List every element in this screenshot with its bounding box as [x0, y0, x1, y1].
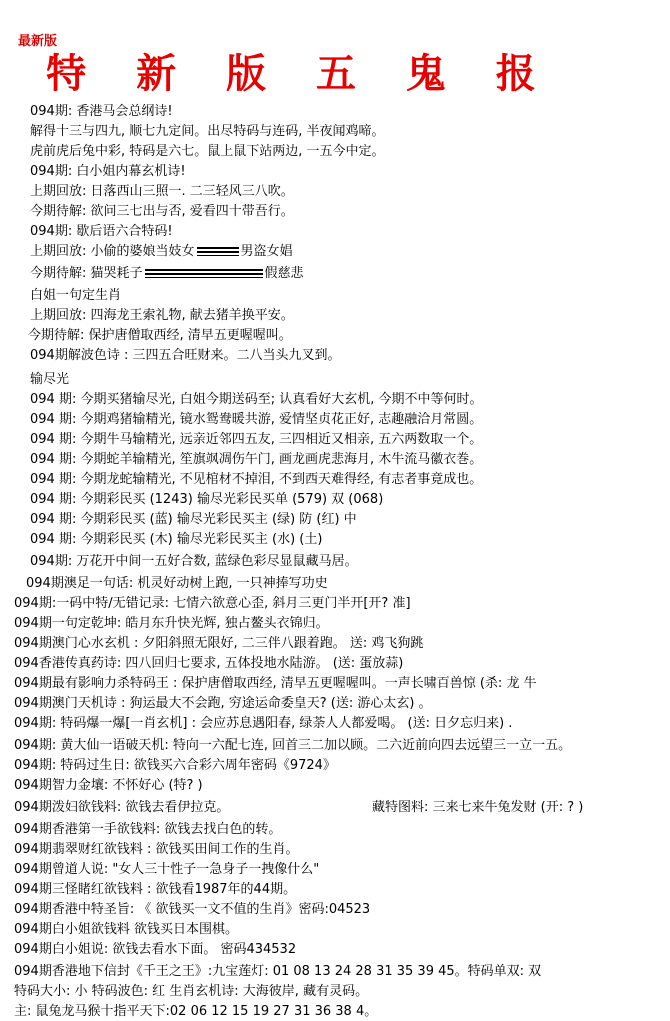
- text-line: 094期翡翠财红欲钱料 : 欲钱买田间工作的生肖。: [14, 842, 299, 857]
- riddle-text: 今期待解: 猫哭耗子: [30, 266, 143, 281]
- text-line: 藏特图料: 三来七来牛兔发财 (开: ? ): [372, 800, 584, 815]
- text-line: 094期香港第一手欲钱料: 欲钱去找白色的转。: [14, 822, 282, 837]
- text-line: 094期智力金壤: 不怀好心 (特? ): [14, 778, 203, 793]
- text-line: 094 期: 今期买猪输尽光, 白姐今期送码至; 认真看好大玄机, 今期不中等何时。: [30, 392, 483, 407]
- riddle-line: [30, 264, 304, 283]
- text-line: 094 期: 今期龙蛇输精光, 不见棺材不掉泪, 不到西天难得经, 有志者事竟成也。: [30, 472, 483, 487]
- text-line: 094期澳门天机诗 : 狗运最大不会跑, 穷途运命委皇天? (送: 游心太玄) 。: [14, 696, 432, 711]
- text-line: 今期待解: 保护唐僧取西经, 清早五更喔喔叫。: [28, 328, 292, 343]
- text-line: 094期香港地下信封《千王之王》:九宝莲灯: 01 08 13 24 28 31 35 39 45。特码单双: 双: [14, 964, 542, 979]
- text-line: 虎前虎后兔中彩, 特码是六七。鼠上鼠下站两边, 一五今中定。: [30, 144, 385, 159]
- text-line: 094期:一码中特/无错记录: 七情六欲意心歪, 斜月三更门半开[开? 准]: [14, 596, 411, 611]
- text-line: 094期: 歇后语六合特码!: [30, 224, 173, 239]
- text-line: 094 期: 今期蛇羊输精光, 笙旗飒凋伤午门, 画龙画虎悲海月, 木牛流马徽衣巻。: [30, 452, 483, 467]
- text-line: 094期泼妇欲钱料: 欲钱去看伊拉克。: [14, 800, 230, 815]
- text-line: 094期: 特码过生日: 欲钱买六合彩六周年密码《9724》: [14, 758, 336, 773]
- text-line: 094期三怪睹红欲钱料 : 欲钱看1987年的44期。: [14, 882, 297, 897]
- riddle-text: 上期回放: 小偷的婆娘当妓女: [30, 244, 195, 259]
- text-line: 094期白小姐说: 欲钱去看水下面。 密码434532: [14, 942, 297, 957]
- text-line: 094期解波色诗 : 三四五合旺财来。二八当头九叉到。: [30, 348, 341, 363]
- text-line: 094期: 特码爆一爆[一肖玄机] : 会应苏息遇阳春, 绿荼人人都爱喝。 (送: 日夕忘归来) .: [14, 716, 513, 731]
- masked-bars: [145, 269, 263, 278]
- text-line: 094期曾道人说: "女人三十性子一急身子一拽像什么": [14, 862, 320, 877]
- text-line: 094期澳足一句话: 机灵好动树上跑, 一只神捧写功史: [26, 576, 328, 591]
- text-line: 094期一句定乾坤: 皓月东升快光辉, 独占鳌头衣锦归。: [14, 616, 329, 631]
- text-line: 094期澳门心水玄机 : 夕阳斜照无限好, 二三伴八跟着跑。 送: 鸡飞狗跳: [14, 636, 424, 651]
- riddle-answer: 男盗女娼: [240, 244, 293, 259]
- text-line: 094期: 白小姐内幕玄机诗!: [30, 164, 186, 179]
- text-line: 今期待解: 欲问三七出与否, 爱看四十带吾行。: [30, 204, 294, 219]
- text-line: 094期白小姐欲钱料 欲钱买日本围棋。: [14, 922, 238, 937]
- page-title: 特 新 版 五 鬼 报: [46, 50, 554, 97]
- text-line: 主: 鼠兔龙马猴十指平天下:02 06 12 15 19 27 31 36 38 4。: [14, 1004, 378, 1019]
- edition-label: 最新版: [18, 34, 58, 49]
- text-line: 094 期: 今期彩民买 (1243) 输尽光彩民买单 (579) 双 (068): [30, 492, 384, 507]
- text-line: 上期回放: 四海龙王索礼物, 献去猪羊换平安。: [30, 308, 294, 323]
- text-line: 094期: 万花开中间一五好合数, 蓝绿色彩尽显鼠藏马居。: [30, 554, 358, 569]
- masked-bars: [197, 247, 239, 256]
- text-line: 特码大小: 小 特码波色: 红 生肖玄机诗: 大海彼岸, 藏有灵码。: [14, 984, 369, 999]
- text-line: 094期: 黄大仙一语破天机: 特向一六配七连, 回首三二加以顾。二六近前向四去远望三一立一五。: [14, 738, 572, 753]
- text-line: 094 期: 今期牛马输精光, 远亲近邻四五友, 三四相近又相亲, 五六两数取一个。: [30, 432, 483, 447]
- text-line: 094期: 香港马会总纲诗!: [30, 104, 173, 119]
- text-line: 解得十三与四九, 顺七九定间。出尽特码与连码, 半夜闻鸡啼。: [30, 124, 385, 139]
- text-line: 094香港传真药诗: 四八回归七要求, 五体投地水陆游。 (送: 蛋放蒜): [14, 656, 404, 671]
- text-line: 094期香港中特圣旨: 《 欲钱买一文不值的生肖》密码:04523: [14, 902, 371, 917]
- riddle-answer: 假慈悲: [264, 266, 304, 281]
- text-line: 上期回放: 日落西山三照一. 二三轻风三八吹。: [30, 184, 294, 199]
- riddle-line: [30, 242, 293, 261]
- text-line: 094 期: 今期彩民买 (木) 输尽光彩民买主 (水) (土): [30, 532, 323, 547]
- text-line: 094 期: 今期鸡猪输精光, 镜水鸳鸯暖共游, 爱情坚贞花正好, 志趣融洽月常圆。: [30, 412, 483, 427]
- section-heading: 输尽光: [30, 372, 70, 387]
- text-line: 白姐一句定生肖: [30, 288, 122, 303]
- text-line: 094期最有影响力杀特码王 : 保护唐僧取西经, 清早五更喔喔叫。一声长啸百兽惊 (杀: 龙 牛: [14, 676, 537, 691]
- text-line: 094 期: 今期彩民买 (蓝) 输尽光彩民买主 (绿) 防 (红) 中: [30, 512, 357, 527]
